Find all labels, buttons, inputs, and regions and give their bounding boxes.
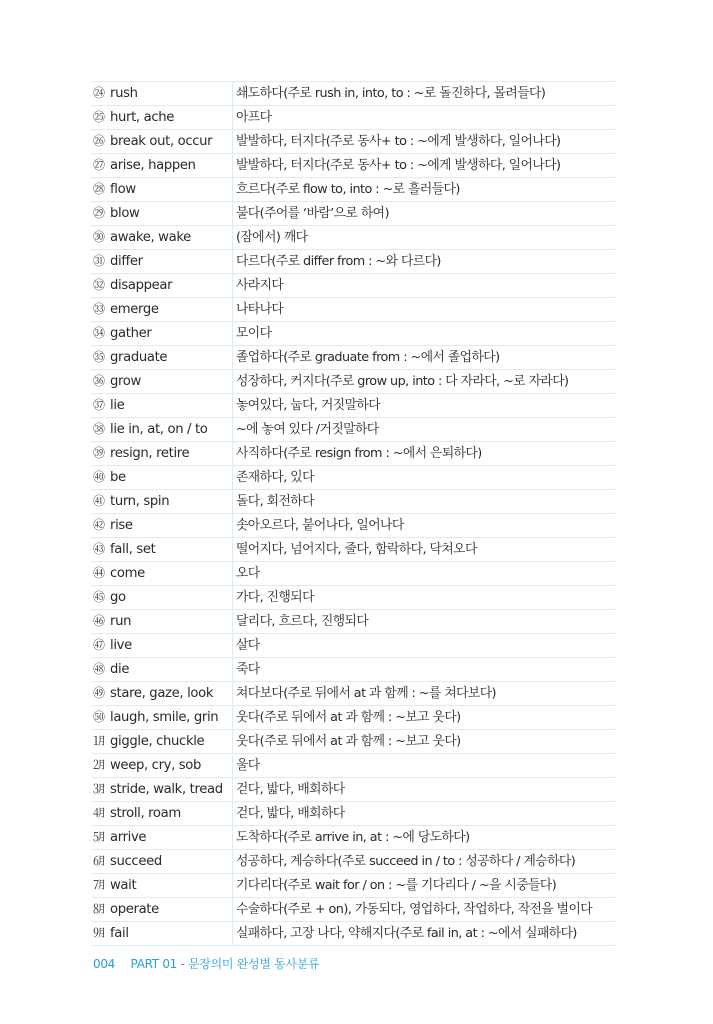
item-number: ㊺ [93,590,105,604]
item-number: ㊿ [93,710,105,724]
english-verb: fail [110,926,129,941]
korean-meaning-cell: 발발하다, 터지다(주로 동사+ to : ~에게 발생하다, 일어나다) [233,154,616,178]
page-number: 004 [93,957,116,971]
english-verb-cell [91,82,233,106]
english-verb-cell [91,802,233,826]
table-row [91,754,615,778]
english-verb-cell [91,562,233,586]
english-verb-cell [91,490,233,514]
table-row [91,586,615,610]
korean-meaning-cell: 웃다(주로 뒤에서 at 과 함께 : ~보고 웃다) [233,706,616,730]
item-number: ㉔ [93,86,105,100]
korean-meaning-cell: 불다(주어를 ‘바람’으로 하여) [233,202,616,226]
korean-meaning-cell: 흐르다(주로 flow to, into : ~로 흘러들다) [233,178,616,202]
korean-meaning-cell: 기다리다(주로 wait for / on : ~를 기다리다 / ~을 시중들다) [233,874,616,898]
english-verb-cell [91,826,233,850]
item-number: ㋀ [93,734,105,748]
page-footer [93,955,319,972]
english-verb: turn, spin [110,494,170,509]
english-verb-cell [91,418,233,442]
table-row [91,226,615,250]
korean-meaning-cell: 성공하다, 계승하다(주로 succeed in / to : 성공하다 / 계승하다) [233,850,616,874]
korean-meaning-cell: 쇄도하다(주로 rush in, into, to : ~로 돌진하다, 몰려들다) [233,82,616,106]
english-verb: fall, set [110,542,156,557]
english-verb-cell [91,298,233,322]
korean-meaning-cell: ~에 놓여 있다 /거짓말하다 [233,418,616,442]
english-verb: graduate [110,350,168,365]
english-verb: stride, walk, tread [110,782,223,797]
item-number: ㋅ [93,854,105,868]
table-row [91,634,615,658]
english-verb: run [110,614,132,629]
item-number: ㉟ [93,350,105,364]
english-verb-cell [91,778,233,802]
english-verb-cell [91,586,233,610]
english-verb: succeed [110,854,162,869]
english-verb: rise [110,518,133,533]
english-verb-cell [91,898,233,922]
table-row [91,178,615,202]
item-number: ㋂ [93,782,105,796]
korean-meaning-cell: 떨어지다, 넘어지다, 줄다, 함락하다, 닥쳐오다 [233,538,616,562]
korean-meaning-cell: 달리다, 흐르다, 진행되다 [233,610,616,634]
english-verb: weep, cry, sob [110,758,202,773]
korean-meaning-cell: 웃다(주로 뒤에서 at 과 함께 : ~보고 웃다) [233,730,616,754]
korean-meaning-cell: 다르다(주로 differ from : ~와 다르다) [233,250,616,274]
english-verb-cell [91,706,233,730]
korean-meaning-cell: 아프다 [233,106,616,130]
english-verb: come [110,566,145,581]
item-number: ㊸ [93,542,105,556]
table-row [91,130,615,154]
table-row [91,466,615,490]
table-row [91,658,615,682]
english-verb-cell [91,394,233,418]
english-verb-cell [91,874,233,898]
korean-meaning-cell: 발발하다, 터지다(주로 동사+ to : ~에게 발생하다, 일어나다) [233,130,616,154]
english-verb: awake, wake [110,230,191,245]
table-row [91,682,615,706]
english-verb: resign, retire [110,446,190,461]
item-number: ㋈ [93,926,105,940]
english-verb-cell [91,154,233,178]
table-row [91,850,615,874]
english-verb: arrive [110,830,147,845]
table-row [91,706,615,730]
english-verb-cell [91,226,233,250]
english-verb: gather [110,326,152,341]
korean-meaning-cell: 사직하다(주로 resign from : ~에서 은퇴하다) [233,442,616,466]
english-verb: differ [110,254,143,269]
english-verb: rush [110,86,138,101]
english-verb: stare, gaze, look [110,686,214,701]
section-title: PART 01 - 문장의미 완성별 동사분류 [130,957,320,971]
table-row [91,154,615,178]
korean-meaning-cell: 살다 [233,634,616,658]
english-verb: emerge [110,302,159,317]
table-row [91,562,615,586]
korean-meaning-cell: 존재하다, 있다 [233,466,616,490]
korean-meaning-cell: 죽다 [233,658,616,682]
table-row [91,106,615,130]
english-verb-cell [91,754,233,778]
item-number: ㊵ [93,470,105,484]
item-number: ㉘ [93,182,105,196]
english-verb-cell [91,106,233,130]
table-row [91,322,615,346]
table-row [91,538,615,562]
english-verb: disappear [110,278,173,293]
english-verb-cell [91,370,233,394]
english-verb: stroll, roam [110,806,181,821]
english-verb: lie [110,398,125,413]
item-number: ㋆ [93,878,105,892]
item-number: ㊹ [93,566,105,580]
english-verb-cell [91,514,233,538]
korean-meaning-cell: 도착하다(주로 arrive in, at : ~에 당도하다) [233,826,616,850]
korean-meaning-cell: 쳐다보다(주로 뒤에서 at 과 함께 : ~를 쳐다보다) [233,682,616,706]
english-verb-cell [91,202,233,226]
english-verb-cell [91,274,233,298]
english-verb-cell [91,682,233,706]
table-row [91,490,615,514]
korean-meaning-cell: 나타나다 [233,298,616,322]
english-verb: operate [110,902,159,917]
english-verb: be [110,470,126,485]
item-number: ㊻ [93,614,105,628]
table-row [91,346,615,370]
korean-meaning-cell: 오다 [233,562,616,586]
item-number: ㊽ [93,662,105,676]
table-row [91,778,615,802]
item-number: ㊾ [93,686,105,700]
table-row [91,370,615,394]
english-verb-cell [91,610,233,634]
item-number: ㉜ [93,278,105,292]
item-number: ㋁ [93,758,105,772]
table-row [91,298,615,322]
english-verb-cell [91,250,233,274]
table-row [91,514,615,538]
english-verb: live [110,638,132,653]
item-number: ㉕ [93,110,105,124]
korean-meaning-cell: 수술하다(주로 + on), 가동되다, 영업하다, 작업하다, 작전을 벌이다 [233,898,616,922]
item-number: ㋄ [93,830,105,844]
english-verb: grow [110,374,141,389]
item-number: ㊼ [93,638,105,652]
english-verb-cell [91,850,233,874]
item-number: ㉝ [93,302,105,316]
english-verb-cell [91,346,233,370]
english-verb-cell [91,658,233,682]
table-row [91,610,615,634]
english-verb-cell [91,634,233,658]
english-verb: wait [110,878,137,893]
table-row [91,442,615,466]
item-number: ㊲ [93,398,105,412]
english-verb: go [110,590,126,605]
item-number: ㊳ [93,422,105,436]
english-verb-cell [91,178,233,202]
english-verb-cell [91,130,233,154]
english-verb-cell [91,922,233,946]
english-verb: flow [110,182,136,197]
english-verb: blow [110,206,140,221]
item-number: ㊶ [93,494,105,508]
korean-meaning-cell: 졸업하다(주로 graduate from : ~에서 졸업하다) [233,346,616,370]
table-row [91,394,615,418]
item-number: ㋃ [93,806,105,820]
item-number: ㊱ [93,374,105,388]
english-verb-cell [91,730,233,754]
verb-vocabulary-table [91,81,615,946]
english-verb: lie in, at, on / to [110,422,208,437]
korean-meaning-cell: 모이다 [233,322,616,346]
table-row [91,730,615,754]
table-row [91,922,615,946]
korean-meaning-cell: 사라지다 [233,274,616,298]
table-row [91,82,615,106]
korean-meaning-cell: 울다 [233,754,616,778]
table-row [91,274,615,298]
item-number: ㉛ [93,254,105,268]
korean-meaning-cell: 걷다, 밟다, 배회하다 [233,778,616,802]
korean-meaning-cell: 걷다, 밟다, 배회하다 [233,802,616,826]
english-verb: die [110,662,130,677]
item-number: ㊷ [93,518,105,532]
english-verb: arise, happen [110,158,196,173]
english-verb: laugh, smile, grin [110,710,219,725]
english-verb: giggle, chuckle [110,734,205,749]
english-verb: break out, occur [110,134,213,149]
english-verb: hurt, ache [110,110,174,125]
vocabulary-table-body [91,82,615,946]
item-number: ㊴ [93,446,105,460]
korean-meaning-cell: (잠에서) 깨다 [233,226,616,250]
korean-meaning-cell: 가다, 진행되다 [233,586,616,610]
item-number: ㉞ [93,326,105,340]
english-verb-cell [91,538,233,562]
korean-meaning-cell: 놓여있다, 눕다, 거짓말하다 [233,394,616,418]
table-row [91,202,615,226]
korean-meaning-cell: 돌다, 회전하다 [233,490,616,514]
item-number: ㉙ [93,206,105,220]
item-number: ㉖ [93,134,105,148]
korean-meaning-cell: 성장하다, 커지다(주로 grow up, into : 다 자라다, ~로 자라다) [233,370,616,394]
table-row [91,802,615,826]
item-number: ㉗ [93,158,105,172]
table-row [91,418,615,442]
table-row [91,250,615,274]
english-verb-cell [91,322,233,346]
english-verb-cell [91,442,233,466]
korean-meaning-cell: 솟아오르다, 붙어나다, 일어나다 [233,514,616,538]
english-verb-cell [91,466,233,490]
item-number: ㉚ [93,230,105,244]
korean-meaning-cell: 실패하다, 고장 나다, 약해지다(주로 fail in, at : ~에서 실패하다) [233,922,616,946]
table-row [91,898,615,922]
table-row [91,826,615,850]
table-row [91,874,615,898]
item-number: ㋇ [93,902,105,916]
